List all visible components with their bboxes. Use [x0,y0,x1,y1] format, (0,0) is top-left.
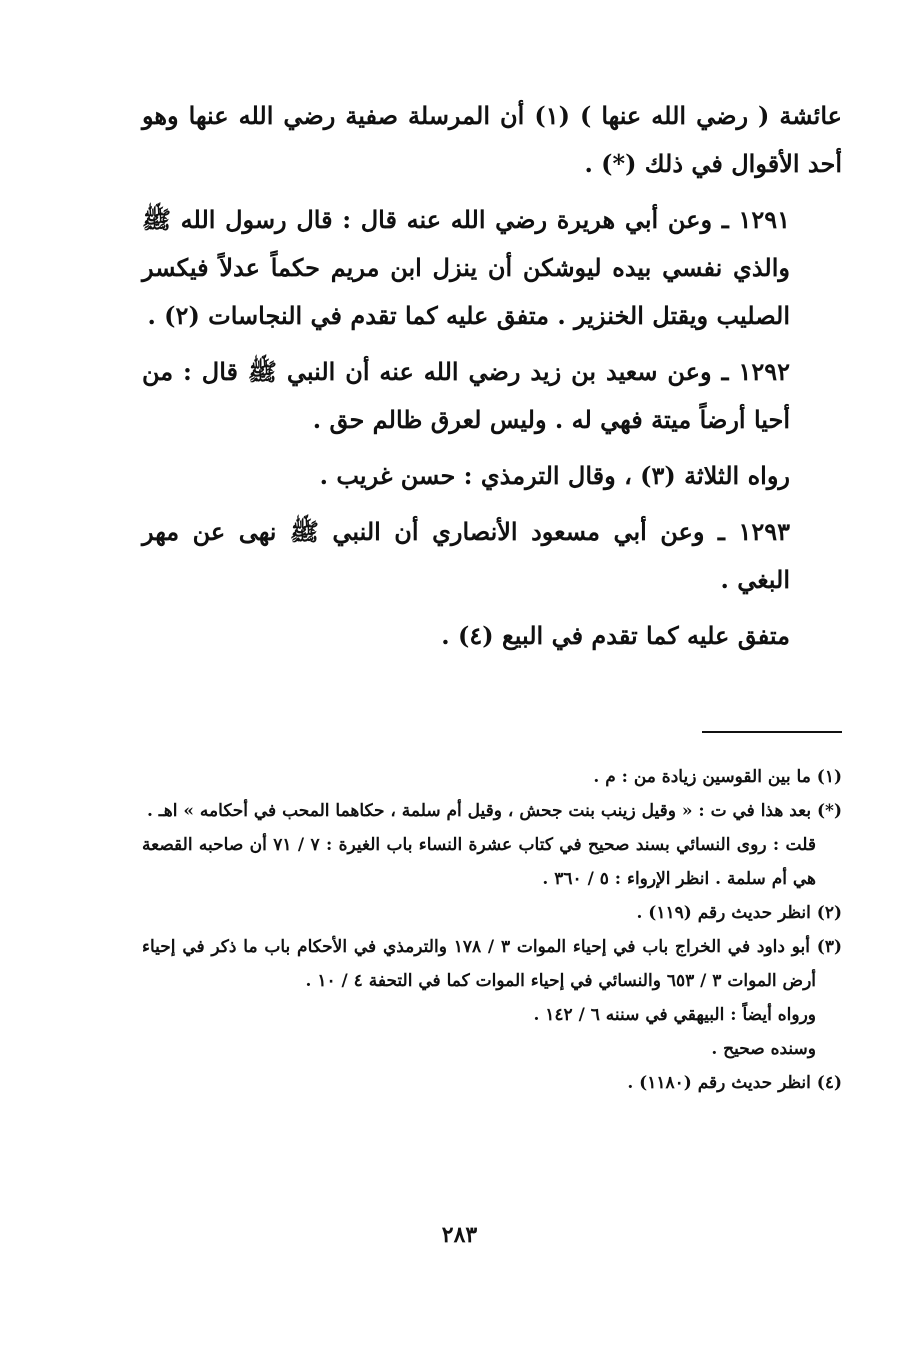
footnote-3: (٣) أبو داود في الخراج باب في إحياء الموات ٣ / ١٧٨ والترمذي في الأحكام باب ما ذكر في إحياء أرض الموات ٣ / ٦٥٣ والنسائي في إحياء الموات كما في التحفة ٤ / ١٠ . [142,937,843,991]
footnote-star: (*) بعد هذا في ت : « وقيل زينب بنت جحش ، وقيل أم سلمة ، حكاهما المحب في أحكامه » اهـ . [146,801,842,821]
footnote-4: (٤) انظر حديث رقم (١١٨٠) . [627,1073,842,1093]
hadith-1293-source: متفق عليه كما تقدم في البيع (٤) . [441,621,790,650]
hadith-1291: ١٢٩١ ـ وعن أبي هريرة رضي الله عنه قال : قال رسول الله ﷺ والذي نفسي بيده ليوشكن أن ينزل ابن مريم حكماً عدلاً فيكسر الصليب ويقتل الخنزير . متفق عليه كما تقدم في النجاسات (٢) . [142,205,790,330]
page-number: ٢٨٣ [441,1222,478,1248]
main-text [142,92,842,668]
footnotes [142,760,842,1100]
footnote-3-also: ورواه أيضاً : البيهقي في سننه ٦ / ١٤٢ . [533,1005,816,1025]
paragraph-continuation: عائشة ( رضي الله عنها ) (١) أن المرسلة صفية رضي الله عنها وهو أحد الأقوال في ذلك (*) . [142,101,842,178]
hadith-1292: ١٢٩٢ ـ وعن سعيد بن زيد رضي الله عنه أن النبي ﷺ قال : من أحيا أرضاً ميتة فهي له . وليس لعرق ظالم حق . [142,357,790,434]
footnote-3-grading: وسنده صحيح . [711,1039,816,1059]
hadith-1292-source: رواه الثلاثة (٣) ، وقال الترمذي : حسن غريب . [319,461,790,490]
footnote-1: (١) ما بين القوسين زيادة من : م . [593,767,842,787]
hadith-1293: ١٢٩٣ ـ وعن أبي مسعود الأنصاري أن النبي ﷺ نهى عن مهر البغي . [142,517,791,594]
footnote-star-continued: قلت : روى النسائي بسند صحيح في كتاب عشرة النساء باب الغيرة : ٧ / ٧١ أن صاحبه القصعة هي أم سلمة . انظر الإرواء : ٥ / ٣٦٠ . [142,835,816,889]
footnote-divider [702,731,842,733]
footnote-2: (٢) انظر حديث رقم (١١٩) . [636,903,842,923]
